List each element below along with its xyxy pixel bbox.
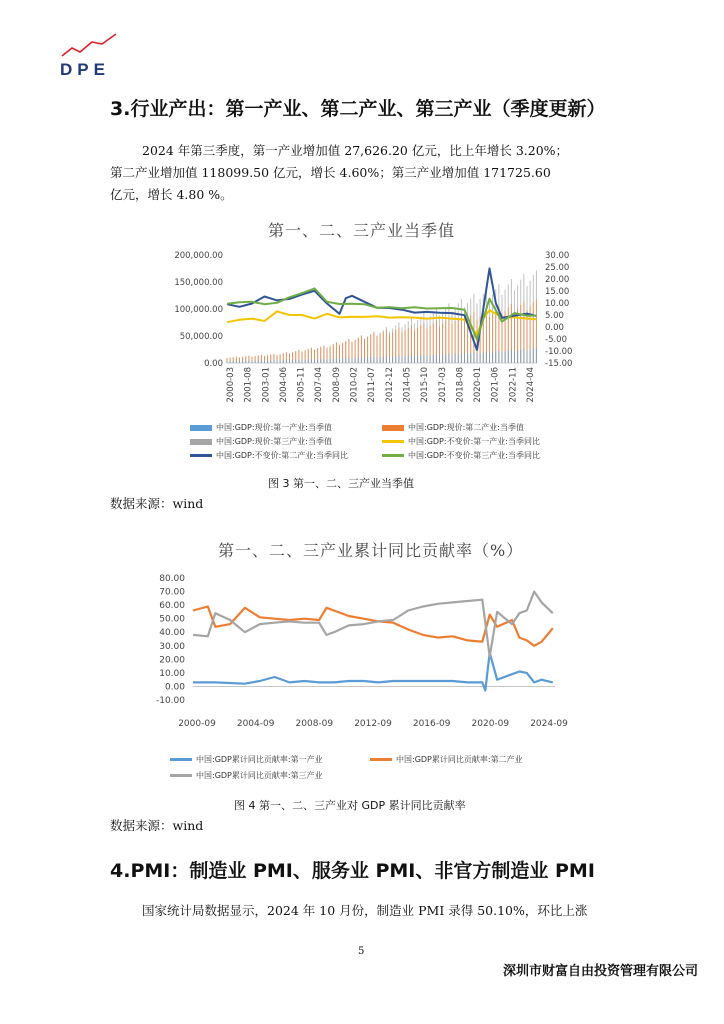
figure4-source: 数据来源：wind — [110, 818, 204, 833]
x-tick-label: 2010-02 — [349, 367, 360, 403]
x-tick-label: 2000-03 — [226, 367, 236, 403]
x-tick-label: 2012-12 — [384, 367, 395, 403]
y-tick-label-left: 0.00 — [204, 359, 223, 369]
figure3-source: 数据来源：wind — [110, 496, 204, 511]
y-tick-label: 50.00 — [159, 614, 185, 625]
x-tick-label: 2022-11 — [508, 367, 519, 403]
y-tick-label-left: 50,000.00 — [179, 332, 223, 342]
x-tick-label: 2014-05 — [402, 367, 413, 403]
series-line — [227, 268, 536, 350]
figure4-caption: 图 4 第一、二、三产业对 GDP 累计同比贡献率 — [234, 799, 466, 812]
x-tick-label: 2017-03 — [437, 367, 448, 403]
para-line: 国家统计局数据显示，2024 年 10 月份，制造业 PMI 录得 50.10%，环比上涨 — [142, 903, 588, 918]
section4-paragraph — [110, 900, 630, 922]
para-line: 亿元，增长 4.80 %。 — [110, 187, 233, 202]
chart2-title: 第一、二、三产业累计同比贡献率（%） — [218, 541, 524, 560]
logo-graph-icon — [58, 32, 128, 62]
chart1-quarterly-value — [165, 245, 585, 415]
x-tick-label: 2024-09 — [530, 719, 568, 729]
y-tick-label-right: 30.00 — [545, 251, 570, 261]
para-line: 2024 年第三季度，第一产业增加值 27,626.20 亿元，比上年增长 3.20%； — [142, 143, 569, 158]
section-heading-pmi: 4.PMI：制造业 PMI、服务业 PMI、非官方制造业 PMI — [110, 860, 595, 882]
footer-company-name: 深圳市财富自由投资管理有限公司 — [502, 964, 698, 979]
x-tick-label: 2012-09 — [354, 719, 392, 729]
legend-item: 中国:GDP:不变价:第三产业:当季同比 — [382, 450, 540, 461]
chart1-legend — [190, 420, 590, 464]
y-tick-label-right: 5.00 — [545, 311, 564, 321]
series-line — [227, 310, 536, 335]
figure3-caption: 图 3 第一、二、三产业当季值 — [268, 477, 414, 490]
legend-item: 中国:GDP:不变价:第二产业:当季同比 — [190, 450, 348, 461]
legend-item: 中国:GDP累计同比贡献率:第三产业 — [170, 770, 323, 781]
y-tick-label-left: 150,000.00 — [174, 278, 223, 288]
x-tick-label: 2004-06 — [278, 367, 289, 403]
y-tick-label: 40.00 — [159, 628, 185, 639]
legend-item: 中国:GDP:现价:第一产业:当季值 — [190, 422, 332, 433]
x-tick-label: 2020-09 — [471, 719, 510, 729]
y-tick-label-right: -10.00 — [545, 347, 573, 357]
section3-paragraph — [110, 140, 630, 206]
x-tick-label: 2016-09 — [412, 719, 451, 729]
series-line — [193, 653, 553, 691]
chart2-contribution-rate — [145, 570, 585, 745]
x-tick-label: 2004-09 — [236, 719, 275, 729]
x-tick-label: 2008-09 — [331, 367, 342, 403]
company-logo — [58, 32, 128, 80]
y-tick-label: -10.00 — [155, 696, 185, 706]
y-tick-label-right: 20.00 — [545, 275, 570, 285]
x-tick-label: 2001-08 — [243, 367, 254, 403]
x-tick-label: 2003-01 — [261, 367, 272, 403]
y-tick-label-right: 25.00 — [545, 263, 570, 273]
series-line — [193, 592, 553, 657]
y-tick-label: 0.00 — [164, 682, 185, 693]
x-tick-label: 2008-09 — [295, 719, 334, 729]
legend-item: 中国:GDP累计同比贡献率:第二产业 — [370, 754, 523, 765]
y-tick-label-right: 15.00 — [545, 287, 570, 297]
x-tick-label: 2015-10 — [420, 367, 431, 403]
y-tick-label-left: 100,000.00 — [174, 305, 223, 315]
legend-item: 中国:GDP:现价:第三产业:当季值 — [190, 436, 332, 447]
y-tick-label-right: -5.00 — [545, 335, 567, 345]
logo-text: DPE — [60, 60, 110, 79]
legend-item: 中国:GDP:不变价:第一产业:当季同比 — [382, 436, 540, 447]
chart2-legend — [170, 752, 590, 786]
x-tick-label: 2018-08 — [455, 367, 466, 403]
page-number: 5 — [358, 946, 365, 957]
x-tick-label: 2020-01 — [473, 367, 484, 403]
para-line: 第二产业增加值 118099.50 亿元，增长 4.60%；第三产业增加值 171725.60 — [110, 165, 551, 180]
x-tick-label: 2005-11 — [296, 367, 307, 403]
y-tick-label: 60.00 — [159, 601, 185, 612]
y-tick-label-right: 10.00 — [545, 299, 570, 309]
x-tick-label: 2024-04 — [526, 367, 536, 403]
y-tick-label: 80.00 — [159, 574, 185, 584]
y-tick-label-right: 0.00 — [545, 323, 564, 333]
y-tick-label: 30.00 — [159, 641, 185, 652]
chart1-title: 第一、二、三产业当季值 — [268, 221, 456, 240]
y-tick-label: 70.00 — [159, 587, 185, 598]
x-tick-label: 2000-09 — [178, 719, 216, 729]
y-tick-label: 10.00 — [159, 668, 185, 679]
legend-item: 中国:GDP:现价:第二产业:当季值 — [382, 422, 524, 433]
x-tick-label: 2011-07 — [367, 367, 378, 403]
section-heading-industry-output: 3.行业产出：第一产业、第二产业、第三产业（季度更新） — [110, 98, 606, 120]
y-tick-label: 20.00 — [159, 655, 185, 666]
y-tick-label-left: 200,000.00 — [174, 251, 223, 261]
x-tick-label: 2007-04 — [314, 367, 325, 403]
legend-item: 中国:GDP累计同比贡献率:第一产业 — [170, 754, 323, 765]
x-tick-label: 2021-06 — [490, 367, 501, 403]
y-tick-label-right: -15.00 — [545, 359, 573, 369]
